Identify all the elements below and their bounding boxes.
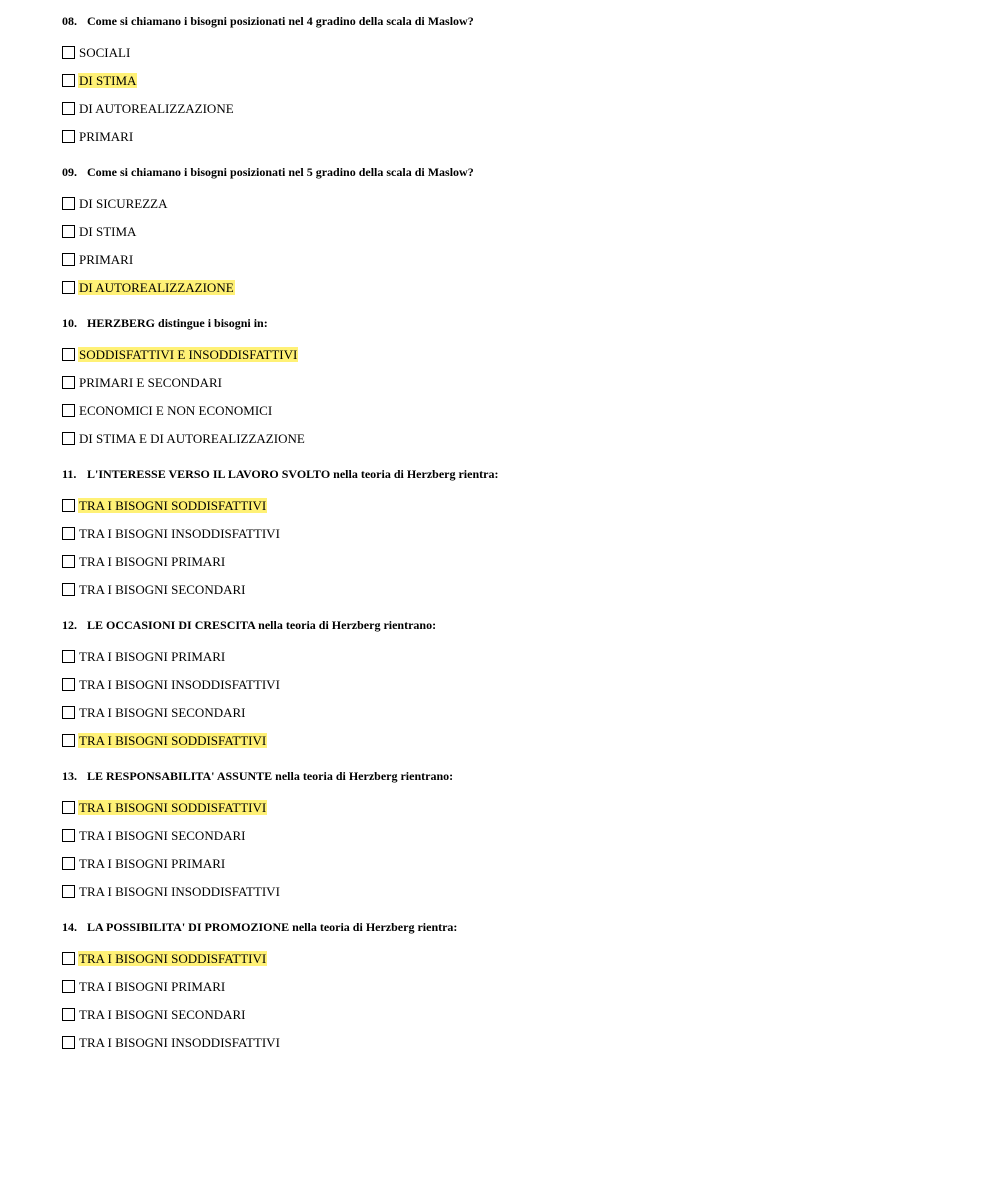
question-number: 10. — [62, 316, 77, 330]
answer-option[interactable] — [62, 726, 962, 754]
question-block — [62, 314, 962, 465]
question-title — [62, 767, 962, 787]
answer-option[interactable] — [62, 94, 962, 122]
answer-option[interactable] — [62, 642, 962, 670]
answer-label: ECONOMICI E NON ECONOMICI — [79, 402, 273, 418]
answer-option[interactable] — [62, 122, 962, 150]
answer-checkbox[interactable] — [62, 885, 75, 898]
answer-option[interactable] — [62, 944, 962, 972]
question-number: 14. — [62, 920, 77, 934]
answer-label: DI STIMA E DI AUTOREALIZZAZIONE — [79, 430, 305, 446]
answer-checkbox[interactable] — [62, 74, 75, 87]
answer-label: TRA I BISOGNI INSODDISFATTIVI — [79, 525, 280, 541]
answer-label: TRA I BISOGNI SECONDARI — [79, 704, 246, 720]
question-block — [62, 163, 962, 314]
answer-option[interactable] — [62, 424, 962, 452]
answer-option[interactable] — [62, 189, 962, 217]
answer-option[interactable] — [62, 877, 962, 905]
answer-label: TRA I BISOGNI PRIMARI — [79, 855, 226, 871]
answer-label: TRA I BISOGNI SECONDARI — [79, 827, 246, 843]
answer-label-highlighted: DI AUTOREALIZZAZIONE — [79, 279, 234, 295]
answer-checkbox[interactable] — [62, 348, 75, 361]
question-text: LE RESPONSABILITA' ASSUNTE nella teoria di Herzberg rientrano: — [87, 769, 454, 783]
answer-label: TRA I BISOGNI INSODDISFATTIVI — [79, 1034, 280, 1050]
answer-label-highlighted: TRA I BISOGNI SODDISFATTIVI — [79, 732, 267, 748]
answer-option[interactable] — [62, 217, 962, 245]
answer-option[interactable] — [62, 491, 962, 519]
question-number: 12. — [62, 618, 77, 632]
answer-checkbox[interactable] — [62, 404, 75, 417]
answer-option[interactable] — [62, 273, 962, 301]
answer-checkbox[interactable] — [62, 197, 75, 210]
answer-option[interactable] — [62, 1000, 962, 1028]
answer-checkbox[interactable] — [62, 376, 75, 389]
answer-option[interactable] — [62, 38, 962, 66]
question-title — [62, 12, 962, 32]
answer-checkbox[interactable] — [62, 1008, 75, 1021]
quiz-document — [62, 12, 962, 1069]
question-number: 08. — [62, 14, 77, 28]
answer-checkbox[interactable] — [62, 253, 75, 266]
question-text: LE OCCASIONI DI CRESCITA nella teoria di Herzberg rientrano: — [87, 618, 437, 632]
answer-label: SOCIALI — [79, 44, 131, 60]
answer-label: TRA I BISOGNI INSODDISFATTIVI — [79, 676, 280, 692]
answer-label: DI AUTOREALIZZAZIONE — [79, 100, 234, 116]
answer-checkbox[interactable] — [62, 650, 75, 663]
question-title — [62, 163, 962, 183]
answer-checkbox[interactable] — [62, 130, 75, 143]
answer-checkbox[interactable] — [62, 499, 75, 512]
answer-checkbox[interactable] — [62, 706, 75, 719]
answer-label: TRA I BISOGNI INSODDISFATTIVI — [79, 883, 280, 899]
answer-option[interactable] — [62, 849, 962, 877]
answer-label: PRIMARI — [79, 128, 134, 144]
question-title — [62, 314, 962, 334]
answer-label-highlighted: TRA I BISOGNI SODDISFATTIVI — [79, 799, 267, 815]
answer-checkbox[interactable] — [62, 801, 75, 814]
answer-option[interactable] — [62, 1028, 962, 1056]
answer-option[interactable] — [62, 340, 962, 368]
answer-checkbox[interactable] — [62, 734, 75, 747]
answer-checkbox[interactable] — [62, 46, 75, 59]
answer-label: TRA I BISOGNI PRIMARI — [79, 553, 226, 569]
question-text: Come si chiamano i bisogni posizionati nel 5 gradino della scala di Maslow? — [87, 165, 474, 179]
question-block — [62, 918, 962, 1069]
answer-label: TRA I BISOGNI PRIMARI — [79, 978, 226, 994]
answer-label: TRA I BISOGNI SECONDARI — [79, 1006, 246, 1022]
answer-checkbox[interactable] — [62, 1036, 75, 1049]
question-block — [62, 12, 962, 163]
answer-checkbox[interactable] — [62, 678, 75, 691]
answer-label: TRA I BISOGNI SECONDARI — [79, 581, 246, 597]
answer-label-highlighted: TRA I BISOGNI SODDISFATTIVI — [79, 950, 267, 966]
answer-label: TRA I BISOGNI PRIMARI — [79, 648, 226, 664]
answer-checkbox[interactable] — [62, 225, 75, 238]
answer-checkbox[interactable] — [62, 281, 75, 294]
answer-checkbox[interactable] — [62, 829, 75, 842]
answer-option[interactable] — [62, 245, 962, 273]
question-block — [62, 616, 962, 767]
answer-option[interactable] — [62, 66, 962, 94]
answer-option[interactable] — [62, 670, 962, 698]
answer-option[interactable] — [62, 547, 962, 575]
answer-label-highlighted: SODDISFATTIVI E INSODDISFATTIVI — [79, 346, 298, 362]
question-text: LA POSSIBILITA' DI PROMOZIONE nella teoria di Herzberg rientra: — [87, 920, 458, 934]
answer-checkbox[interactable] — [62, 583, 75, 596]
question-text: HERZBERG distingue i bisogni in: — [87, 316, 268, 330]
question-number: 11. — [62, 467, 77, 481]
answer-checkbox[interactable] — [62, 555, 75, 568]
answer-option[interactable] — [62, 396, 962, 424]
question-title — [62, 616, 962, 636]
question-number: 09. — [62, 165, 77, 179]
question-title — [62, 465, 962, 485]
answer-option[interactable] — [62, 575, 962, 603]
answer-option[interactable] — [62, 972, 962, 1000]
answer-label: DI SICUREZZA — [79, 195, 168, 211]
question-block — [62, 767, 962, 918]
answer-option[interactable] — [62, 821, 962, 849]
answer-checkbox[interactable] — [62, 952, 75, 965]
answer-label: DI STIMA — [79, 223, 137, 239]
answer-option[interactable] — [62, 698, 962, 726]
answer-label-highlighted: TRA I BISOGNI SODDISFATTIVI — [79, 497, 267, 513]
answer-label-highlighted: DI STIMA — [79, 72, 137, 88]
answer-option[interactable] — [62, 368, 962, 396]
answer-checkbox[interactable] — [62, 432, 75, 445]
answer-label: PRIMARI — [79, 251, 134, 267]
question-block — [62, 465, 962, 616]
answer-checkbox[interactable] — [62, 527, 75, 540]
answer-checkbox[interactable] — [62, 980, 75, 993]
question-title — [62, 918, 962, 938]
question-text: L'INTERESSE VERSO IL LAVORO SVOLTO nella teoria di Herzberg rientra: — [87, 467, 499, 481]
answer-checkbox[interactable] — [62, 857, 75, 870]
question-text: Come si chiamano i bisogni posizionati nel 4 gradino della scala di Maslow? — [87, 14, 474, 28]
answer-option[interactable] — [62, 793, 962, 821]
answer-option[interactable] — [62, 519, 962, 547]
question-number: 13. — [62, 769, 77, 783]
answer-label: PRIMARI E SECONDARI — [79, 374, 223, 390]
answer-checkbox[interactable] — [62, 102, 75, 115]
